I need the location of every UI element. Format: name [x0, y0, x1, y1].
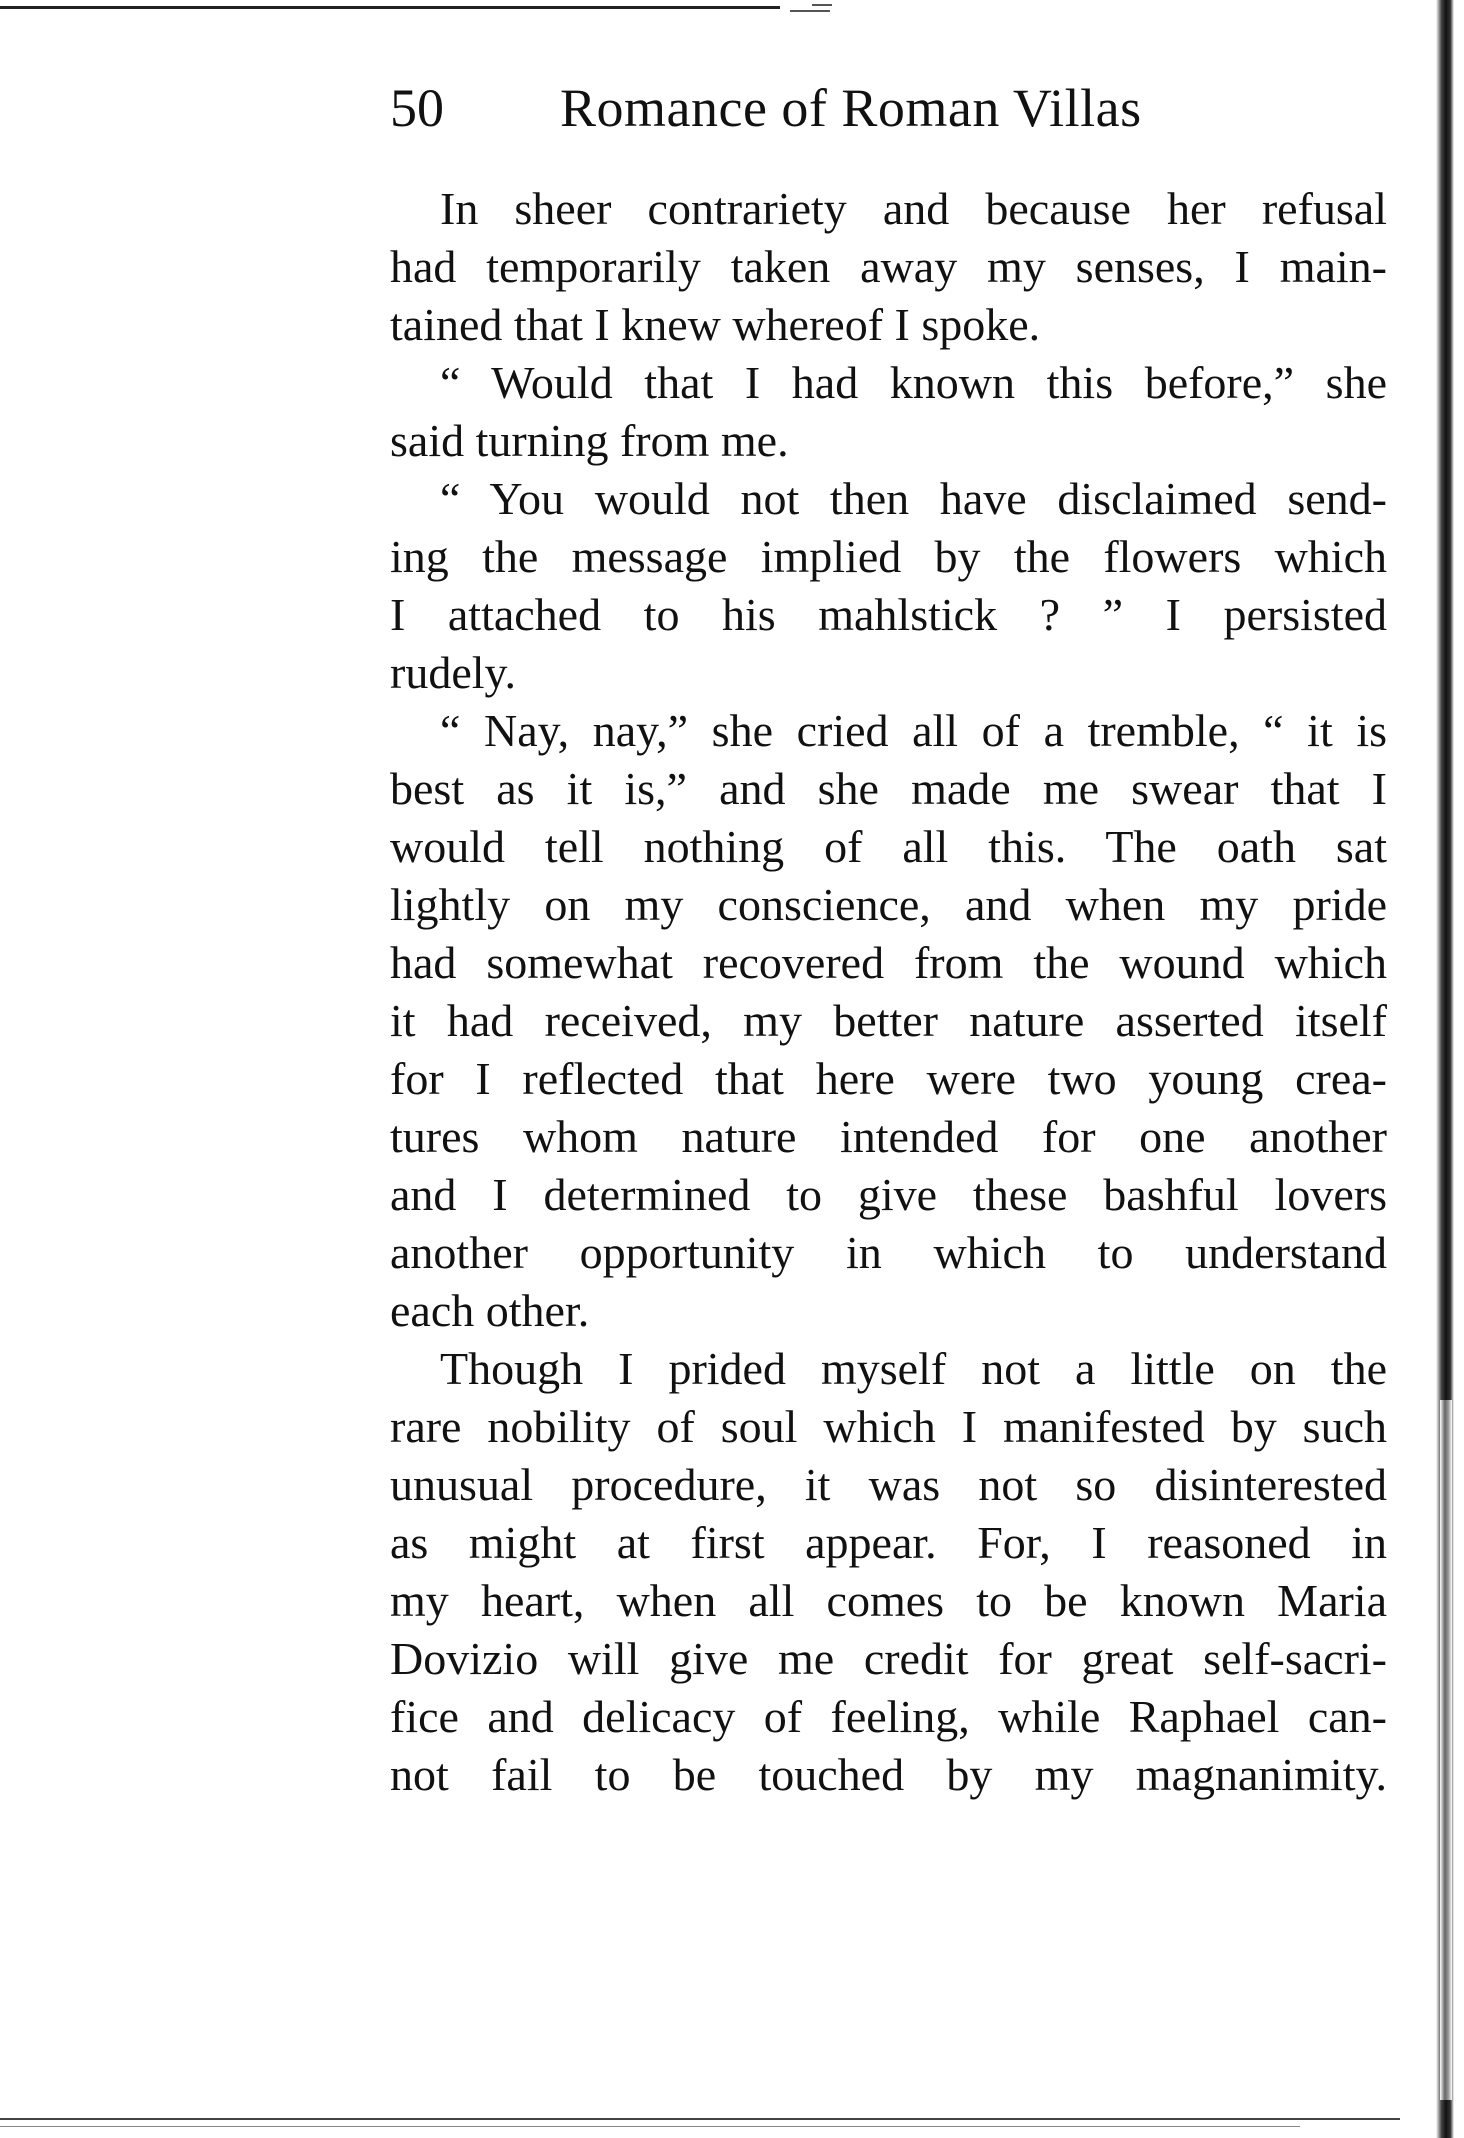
text-line: I attached to his mahlstick ? ” I persisted: [390, 589, 1387, 640]
text-line: “ Would that I had known this before,” she: [440, 357, 1387, 408]
text-line: my heart, when all comes to be known Maria: [390, 1575, 1387, 1626]
text-line: Dovizio will give me credit for great self-sacri-: [390, 1633, 1387, 1684]
text-line: it had received, my better nature asserted itself: [390, 995, 1387, 1046]
text-line: fice and delicacy of feeling, while Raphael can-: [390, 1691, 1387, 1742]
text-line: and I determined to give these bashful lovers: [390, 1169, 1387, 1220]
text-line: “ Nay, nay,” she cried all of a tremble, “ it is: [440, 705, 1387, 756]
text-line: best as it is,” and she made me swear that I: [390, 763, 1387, 814]
text-line: for I reflected that here were two young crea-: [390, 1053, 1387, 1104]
text-line: rudely.: [390, 647, 517, 698]
text-line: as might at first appear. For, I reasoned in: [390, 1517, 1387, 1568]
bottom-rule: [0, 2118, 1400, 2120]
top-rule: [0, 6, 780, 9]
text-line: Though I prided myself not a little on the: [440, 1343, 1387, 1394]
bottom-rule-secondary: [0, 2126, 1300, 2127]
book-spine-highlight: [1440, 1400, 1452, 2100]
text-line: not fail to be touched by my magnanimity.: [390, 1749, 1387, 1800]
text-line: In sheer contrariety and because her refusal: [440, 183, 1387, 234]
text-line: had temporarily taken away my senses, I main-: [390, 241, 1387, 292]
text-line: lightly on my conscience, and when my pride: [390, 879, 1387, 930]
text-line: said turning from me.: [390, 415, 789, 466]
top-rule-dash: [790, 10, 830, 12]
running-title: Romance of Roman Villas: [560, 78, 1142, 138]
text-line: “ You would not then have disclaimed send-: [440, 473, 1387, 524]
text-line: ing the message implied by the flowers which: [390, 531, 1387, 582]
page-number: 50: [390, 78, 444, 138]
text-line: tures whom nature intended for one another: [390, 1111, 1387, 1162]
text-line: tained that I knew whereof I spoke.: [390, 299, 1041, 350]
top-rule-dash: [812, 4, 832, 6]
text-line: would tell nothing of all this. The oath sat: [390, 821, 1387, 872]
text-line: another opportunity in which to understand: [390, 1227, 1387, 1278]
body-text: [390, 180, 1387, 1804]
text-line: each other.: [390, 1285, 590, 1336]
text-line: rare nobility of soul which I manifested by such: [390, 1401, 1387, 1452]
text-line: unusual procedure, it was not so disinterested: [390, 1459, 1387, 1510]
page-header: [390, 68, 1390, 148]
text-line: had somewhat recovered from the wound which: [390, 937, 1387, 988]
